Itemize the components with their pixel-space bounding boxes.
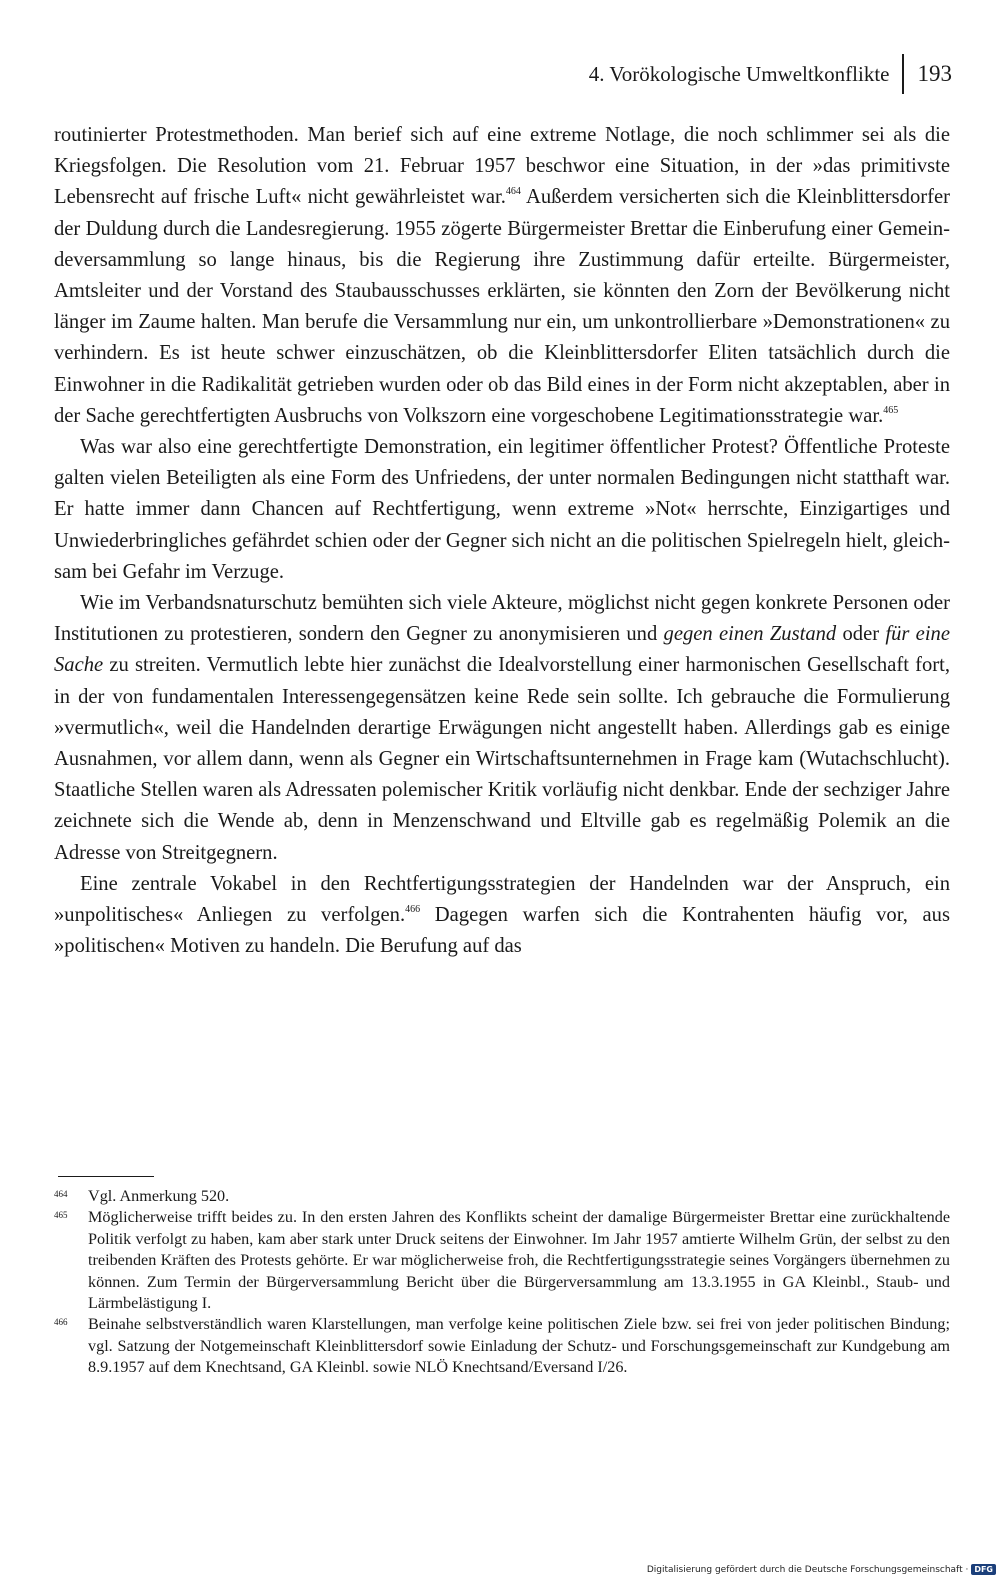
digitization-footer xyxy=(647,1564,996,1575)
footnote-ref-466[interactable]: 466 xyxy=(405,904,421,916)
footnote-465 xyxy=(54,1207,950,1314)
footnote-text: Möglicherweise trifft beides zu. In den ersten Jahren des Konflikts scheint der damalige Bürgermeister Brettar eine zurückhaltende Politik verfolgt zu haben, kam aber stark unter Druck seitens der Einwohner. Im Jahr 1957 amtierte Wilhelm Grün, der selbst zu den treibenden Kräften des Protests gehörte. Er war möglicherweise froh, die Rechtfertigungsstrategie seines Vorgängers übernehmen zu können. Zum Termin der Bürgerversammlung Bericht über die Bürgerversammlung am 13.3.1955 in GA Kleinbl., Staub- und Lärmbelästigung I. xyxy=(88,1208,950,1313)
footnote-number: 466 xyxy=(54,1317,68,1328)
footnote-text: Vgl. Anmerkung 520. xyxy=(88,1187,230,1205)
paragraph-1-text-b: Außerdem versicherten sich die Kleinblittersdorfer der Duldung durch die Landesregierung. 1955 zögerte Bürgermeister Brettar die Einberufung einer Gemeindeversammlung so lange hinaus, bis die Regierung ihre Zustimmung dafür erteilte. Bürgermeister, Amtsleiter und der Vorstand des Staubausschusses erklärten, sie könnten den Zorn der Bevölkerung nicht länger im Zaume halten. Man berufe die Versammlung nur ein, um unkontrollierbare »Demonstrationen« zu verhindern. Es ist heute schwer einzuschätzen, ob die Kleinblittersdorfer Eliten tatsächlich durch die Einwohner in die Radikalität getrieben wurden oder ob das Bild eines in der Form nicht akzeptablen, aber in der Sache gerechtfertigten Ausbruchs von Volkszorn eine vorgeschobene Legitimationsstrategie war. xyxy=(54,186,950,427)
paragraph-3-text-c: zu streiten. Vermutlich lebte hier zunächst die Idealvorstellung einer harmonischen Gesellschaft fort, in der von fundamentalen Interessengegensätzen keine Rede sein sollte. Ich gebrauche die Formulierung »vermutlich«, weil die Handelnden derartige Erwägungen nicht angestellt haben. Allerdings gab es einige Ausnahmen, vor allem dann, wenn als Gegner ein Wirtschaftsunternehmen in Frage kam (Wutachschlucht). Staatliche Stellen waren als Adressaten polemischer Kritik vorläufig nicht denkbar. Ende der sechziger Jahre zeichnete sich die Wende ab, denn in Menzenschwand und Eltville gab es regelmäßig Polemik an die Adresse von Streitgegnern. xyxy=(54,654,950,864)
footnote-separator xyxy=(58,1176,154,1177)
paragraph-4 xyxy=(54,869,950,963)
paragraph-3-text-b: oder xyxy=(836,623,886,646)
paragraph-1 xyxy=(54,120,950,432)
digitization-note: Digitalisierung gefördert durch die Deutsche Forschungsgemeinschaft · xyxy=(646,1564,969,1575)
running-title: 4. Vorökologische Umweltkonflikte xyxy=(588,61,890,86)
paragraph-1-text-a: routinierter Protestmethoden. Man berief sich auf eine extreme Notlage, die noch schlimmer sei als die Kriegsfolgen. Die Resolution vom 21. Februar 1957 beschwor eine Situation, in der »das primitivste Lebensrecht auf frische Luft« nicht gewährleistet war. xyxy=(54,124,950,209)
footnote-number: 464 xyxy=(54,1189,68,1199)
header-divider xyxy=(902,54,904,94)
dfg-logo: DFG xyxy=(971,1564,996,1575)
paragraph-3-text-a: Wie im Verbandsnaturschutz bemühten sich viele Akteure, möglichst nicht gegen konkrete Personen oder Institutionen zu protestieren, sondern den Gegner zu anonymisieren und xyxy=(54,592,950,646)
running-header xyxy=(589,54,952,94)
footnote-number: 465 xyxy=(54,1210,68,1221)
paragraph-2: Was war also eine gerechtfertigte Demonstration, ein legitimer öffentlicher Protest? Öffentliche Proteste galten vielen Beteiligten als eine Form des Unfriedens, der unter normalen Bedingungen nicht statthaft war. Er hatte immer dann Chancen auf Rechtfertigung, wenn extreme »Not« herrschte, Einzigartiges und Unwiederbringliches gefährdet schien oder der Gegner sich nicht an die politischen Spielregeln hielt, gleichsam bei Gefahr im Verzuge. xyxy=(54,436,950,583)
paragraph-4-text-a: Eine zentrale Vokabel in den Rechtfertigungsstrategien der Handelnden war der Anspruch, ein »unpolitisches« Anliegen zu verfolgen. xyxy=(54,872,950,927)
paragraph-3-emphasis-1: gegen einen Zustand xyxy=(663,623,837,646)
paragraph-3-emphasis-2: für eine Sache xyxy=(54,623,950,677)
body-text xyxy=(54,120,950,962)
footnote-ref-464[interactable]: 464 xyxy=(505,186,521,198)
paragraph-3 xyxy=(54,588,950,869)
paragraph-4-text-b: Dagegen warfen sich die Kontrahenten häufig vor, aus »politischen« Motiven zu handeln. Die Berufung auf das xyxy=(54,904,950,958)
footnote-464 xyxy=(54,1186,950,1207)
footnotes xyxy=(54,1186,950,1379)
footnote-ref-465[interactable]: 465 xyxy=(883,404,899,416)
page-number: 193 xyxy=(917,61,952,86)
footnote-text: Beinahe selbstverständlich waren Klarstellungen, man verfolge keine politischen Ziele bzw. sei frei von jeder politischen Bindung; vgl. Satzung der Notgemeinschaft Kleinblittersdorf sowie Einladung der Schutz- und Forschungsgemeinschaft zur Kundgebung am 8.9.1957 auf dem Knechtsand, GA Kleinbl. sowie NLÖ Knechtsand/Eversand I/26. xyxy=(88,1315,950,1377)
footnote-466 xyxy=(54,1314,950,1378)
